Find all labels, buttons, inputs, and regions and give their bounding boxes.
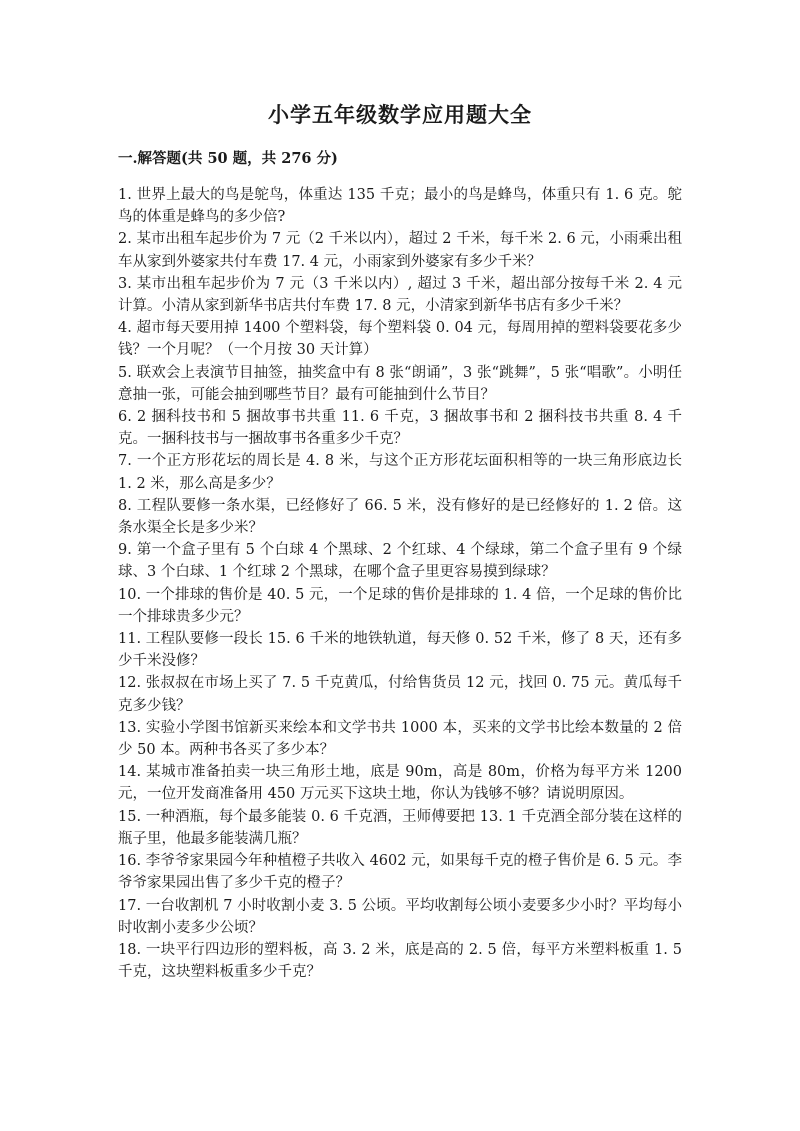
question-item: 8. 工程队要修一条水渠，已经修好了 66. 5 米，没有修好的是已经修好的 1. 2 倍。这条水渠全长是多少米？	[118, 497, 682, 537]
question-item: 6. 2 捆科技书和 5 捆故事书共重 11. 6 千克，3 捆故事书和 2 捆科技书共重 8. 4 千克。一捆科技书与一捆故事书各重多少千克？	[118, 409, 682, 448]
question-item: 16. 李爷爷家果园今年种植橙子共收入 4602 元，如果每千克的橙子售价是 6. 5 元。李爷爷家果园出售了多少千克的橙子？	[118, 853, 682, 892]
section-heading: 一.解答题(共 50 题，共 276 分)	[118, 150, 338, 167]
question-item: 9. 第一个盒子里有 5 个白球 4 个黑球、2 个红球、4 个绿球，第二个盒子里有 9 个绿球、3 个白球、1 个红球 2 个黑球，在哪个盒子里更容易摸到绿球？	[118, 542, 682, 581]
question-item: 15. 一种酒瓶，每个最多能装 0. 6 千克酒，王师傅要把 13. 1 千克酒全部分装在这样的瓶子里，他最多能装满几瓶？	[118, 808, 682, 847]
question-item: 7. 一个正方形花坛的周长是 4. 8 米，与这个正方形花坛面积相等的一块三角形底边长 1. 2 米，那么高是多少？	[118, 453, 682, 492]
question-item: 14. 某城市准备拍卖一块三角形土地，底是 90m，高是 80m，价格为每平方米 1200 元，一位开发商准备用 450 万元买下这块土地，你认为钱够不够？请说明原因。	[118, 764, 682, 803]
question-item: 1. 世界上最大的鸟是鸵鸟，体重达 135 千克；最小的鸟是蜂鸟，体重只有 1. 6 克。鸵鸟的体重是蜂鸟的多少倍?	[118, 187, 682, 226]
document-title: 小学五年级数学应用题大全	[268, 102, 532, 127]
question-item: 13. 实验小学图书馆新买来绘本和文学书共 1000 本，买来的文学书比绘本数量的 2 倍少 50 本。两种书各买了多少本？	[118, 719, 682, 759]
question-list	[118, 184, 682, 983]
question-item: 11. 工程队要修一段长 15. 6 千米的地铁轨道，每天修 0. 52 千米，修了 8 天，还有多少千米没修？	[118, 631, 682, 670]
question-item: 4. 超市每天要用掉 1400 个塑料袋，每个塑料袋 0. 04 元，每周用掉的塑料袋要花多少钱？一个月呢？（一个月按 30 天计算）	[118, 320, 682, 359]
question-item: 5. 联欢会上表演节目抽签，抽奖盒中有 8 张“朗诵”，3 张“跳舞”，5 张“唱歌”。小明任意抽一张，可能会抽到哪些节目？最有可能抽到什么节目？	[118, 364, 682, 403]
question-item: 17. 一台收割机 7 小时收割小麦 3. 5 公顷。平均收割每公顷小麦要多少小时？平均每小时收割小麦多少公顷？	[118, 897, 682, 936]
question-item: 2. 某市出租车起步价为 7 元（2 千米以内），超过 2 千米，每千米 2. 6 元，小雨乘出租车从家到外婆家共付车费 17. 4 元，小雨家到外婆家有多少千米？	[118, 231, 682, 270]
question-item: 10. 一个排球的售价是 40. 5 元，一个足球的售价是排球的 1. 4 倍，一个足球的售价比一个排球贵多少元？	[118, 586, 682, 625]
question-item: 3. 某市出租车起步价为 7 元（3 千米以内）, 超过 3 千米，超出部分按每千米 2. 4 元计算。小清从家到新华书店共付车费 17. 8 元，小清家到新华书店有多少千米？	[118, 275, 682, 315]
question-item: 18. 一块平行四边形的塑料板，高 3. 2 米，底是高的 2. 5 倍，每平方米塑料板重 1. 5 千克，这块塑料板重多少千克？	[118, 941, 683, 981]
question-item: 12. 张叔叔在市场上买了 7. 5 千克黄瓜，付给售货员 12 元，找回 0. 75 元。黄瓜每千克多少钱？	[118, 675, 682, 714]
